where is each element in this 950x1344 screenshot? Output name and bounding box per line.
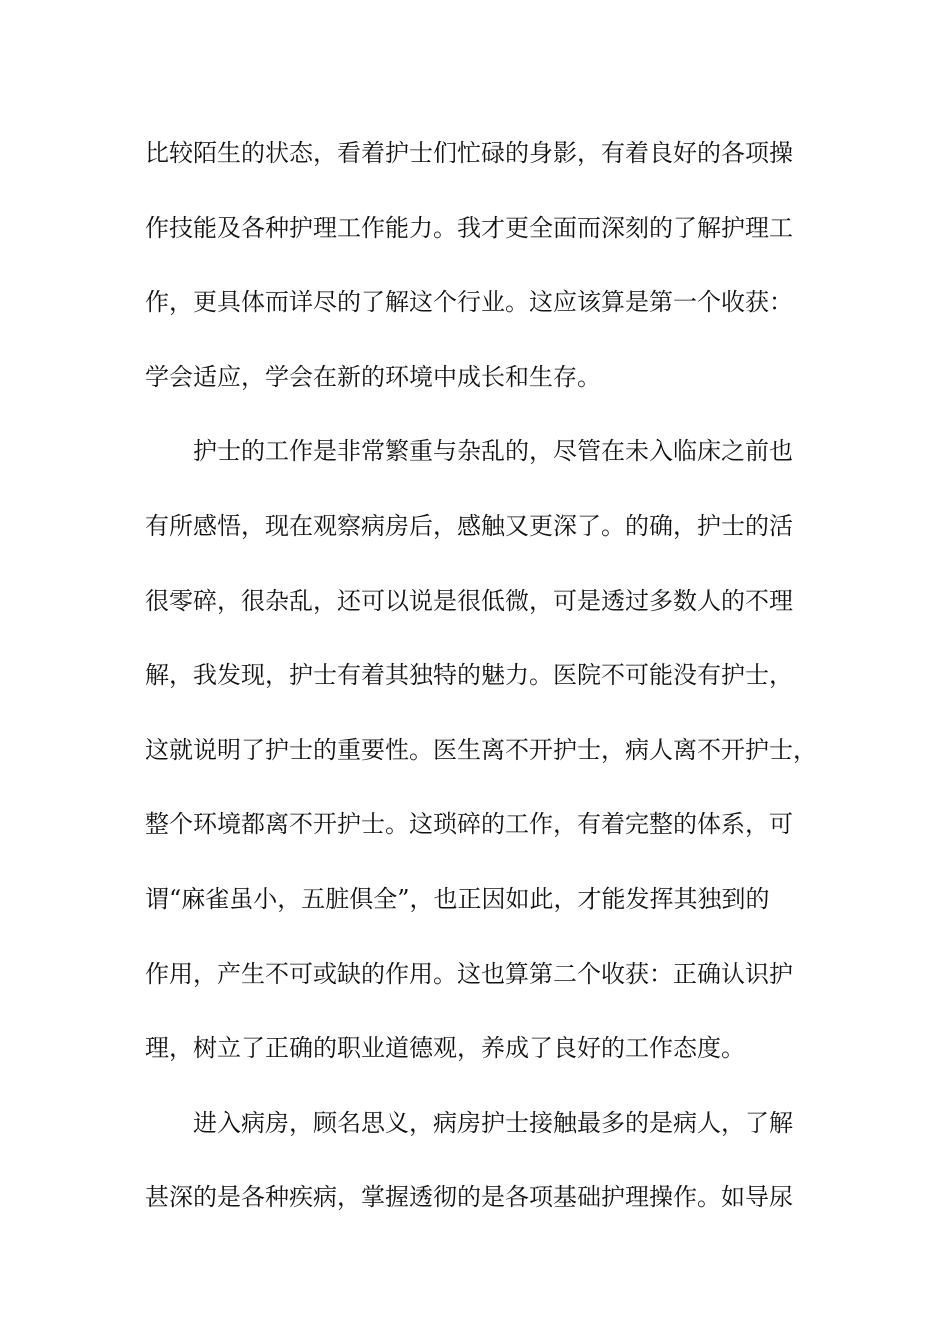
text-line-4: 学会适应，学会在新的环境中成长和生存。: [145, 362, 601, 391]
text-line-2: 作技能及各种护理工作能力。我才更全面而深刻的了解护理工: [145, 213, 793, 242]
text-line-5: 护士的工作是非常繁重与杂乱的，尽管在未入临床之前也: [193, 437, 793, 466]
text-line-8: 解，我发现，护士有着其独特的魅力。医院不可能没有护士，: [145, 661, 793, 690]
body-text: [145, 131, 825, 1250]
text-line-7: 很零碎，很杂乱，还可以说是很低微，可是透过多数人的不理: [145, 586, 793, 615]
text-line-1: 比较陌生的状态，看着护士们忙碌的身影，有着良好的各项操: [145, 139, 793, 167]
text-line-15: 甚深的是各种疾病，掌握透彻的是各项基础护理操作。如导尿: [145, 1183, 793, 1212]
text-line-6: 有所感悟，现在观察病房后，感触又更深了。的确，护士的活: [145, 511, 793, 540]
text-line-9: 这就说明了护士的重要性。医生离不开护士，病人离不开护士，: [145, 735, 817, 764]
text-line-13: 理，树立了正确的职业道德观，养成了良好的工作态度。: [145, 1034, 745, 1063]
text-line-10: 整个环境都离不开护士。这琐碎的工作，有着完整的体系，可: [145, 810, 793, 839]
text-line-14: 进入病房，顾名思义，病房护士接触最多的是病人，了解: [193, 1108, 793, 1137]
text-line-11: 谓“麻雀虽小，五脏俱全”，也正因如此，才能发挥其独到的: [145, 884, 770, 913]
text-line-3: 作，更具体而详尽的了解这个行业。这应该算是第一个收获：: [145, 288, 793, 317]
text-line-12: 作用，产生不可或缺的作用。这也算第二个收获：正确认识护: [145, 959, 793, 988]
